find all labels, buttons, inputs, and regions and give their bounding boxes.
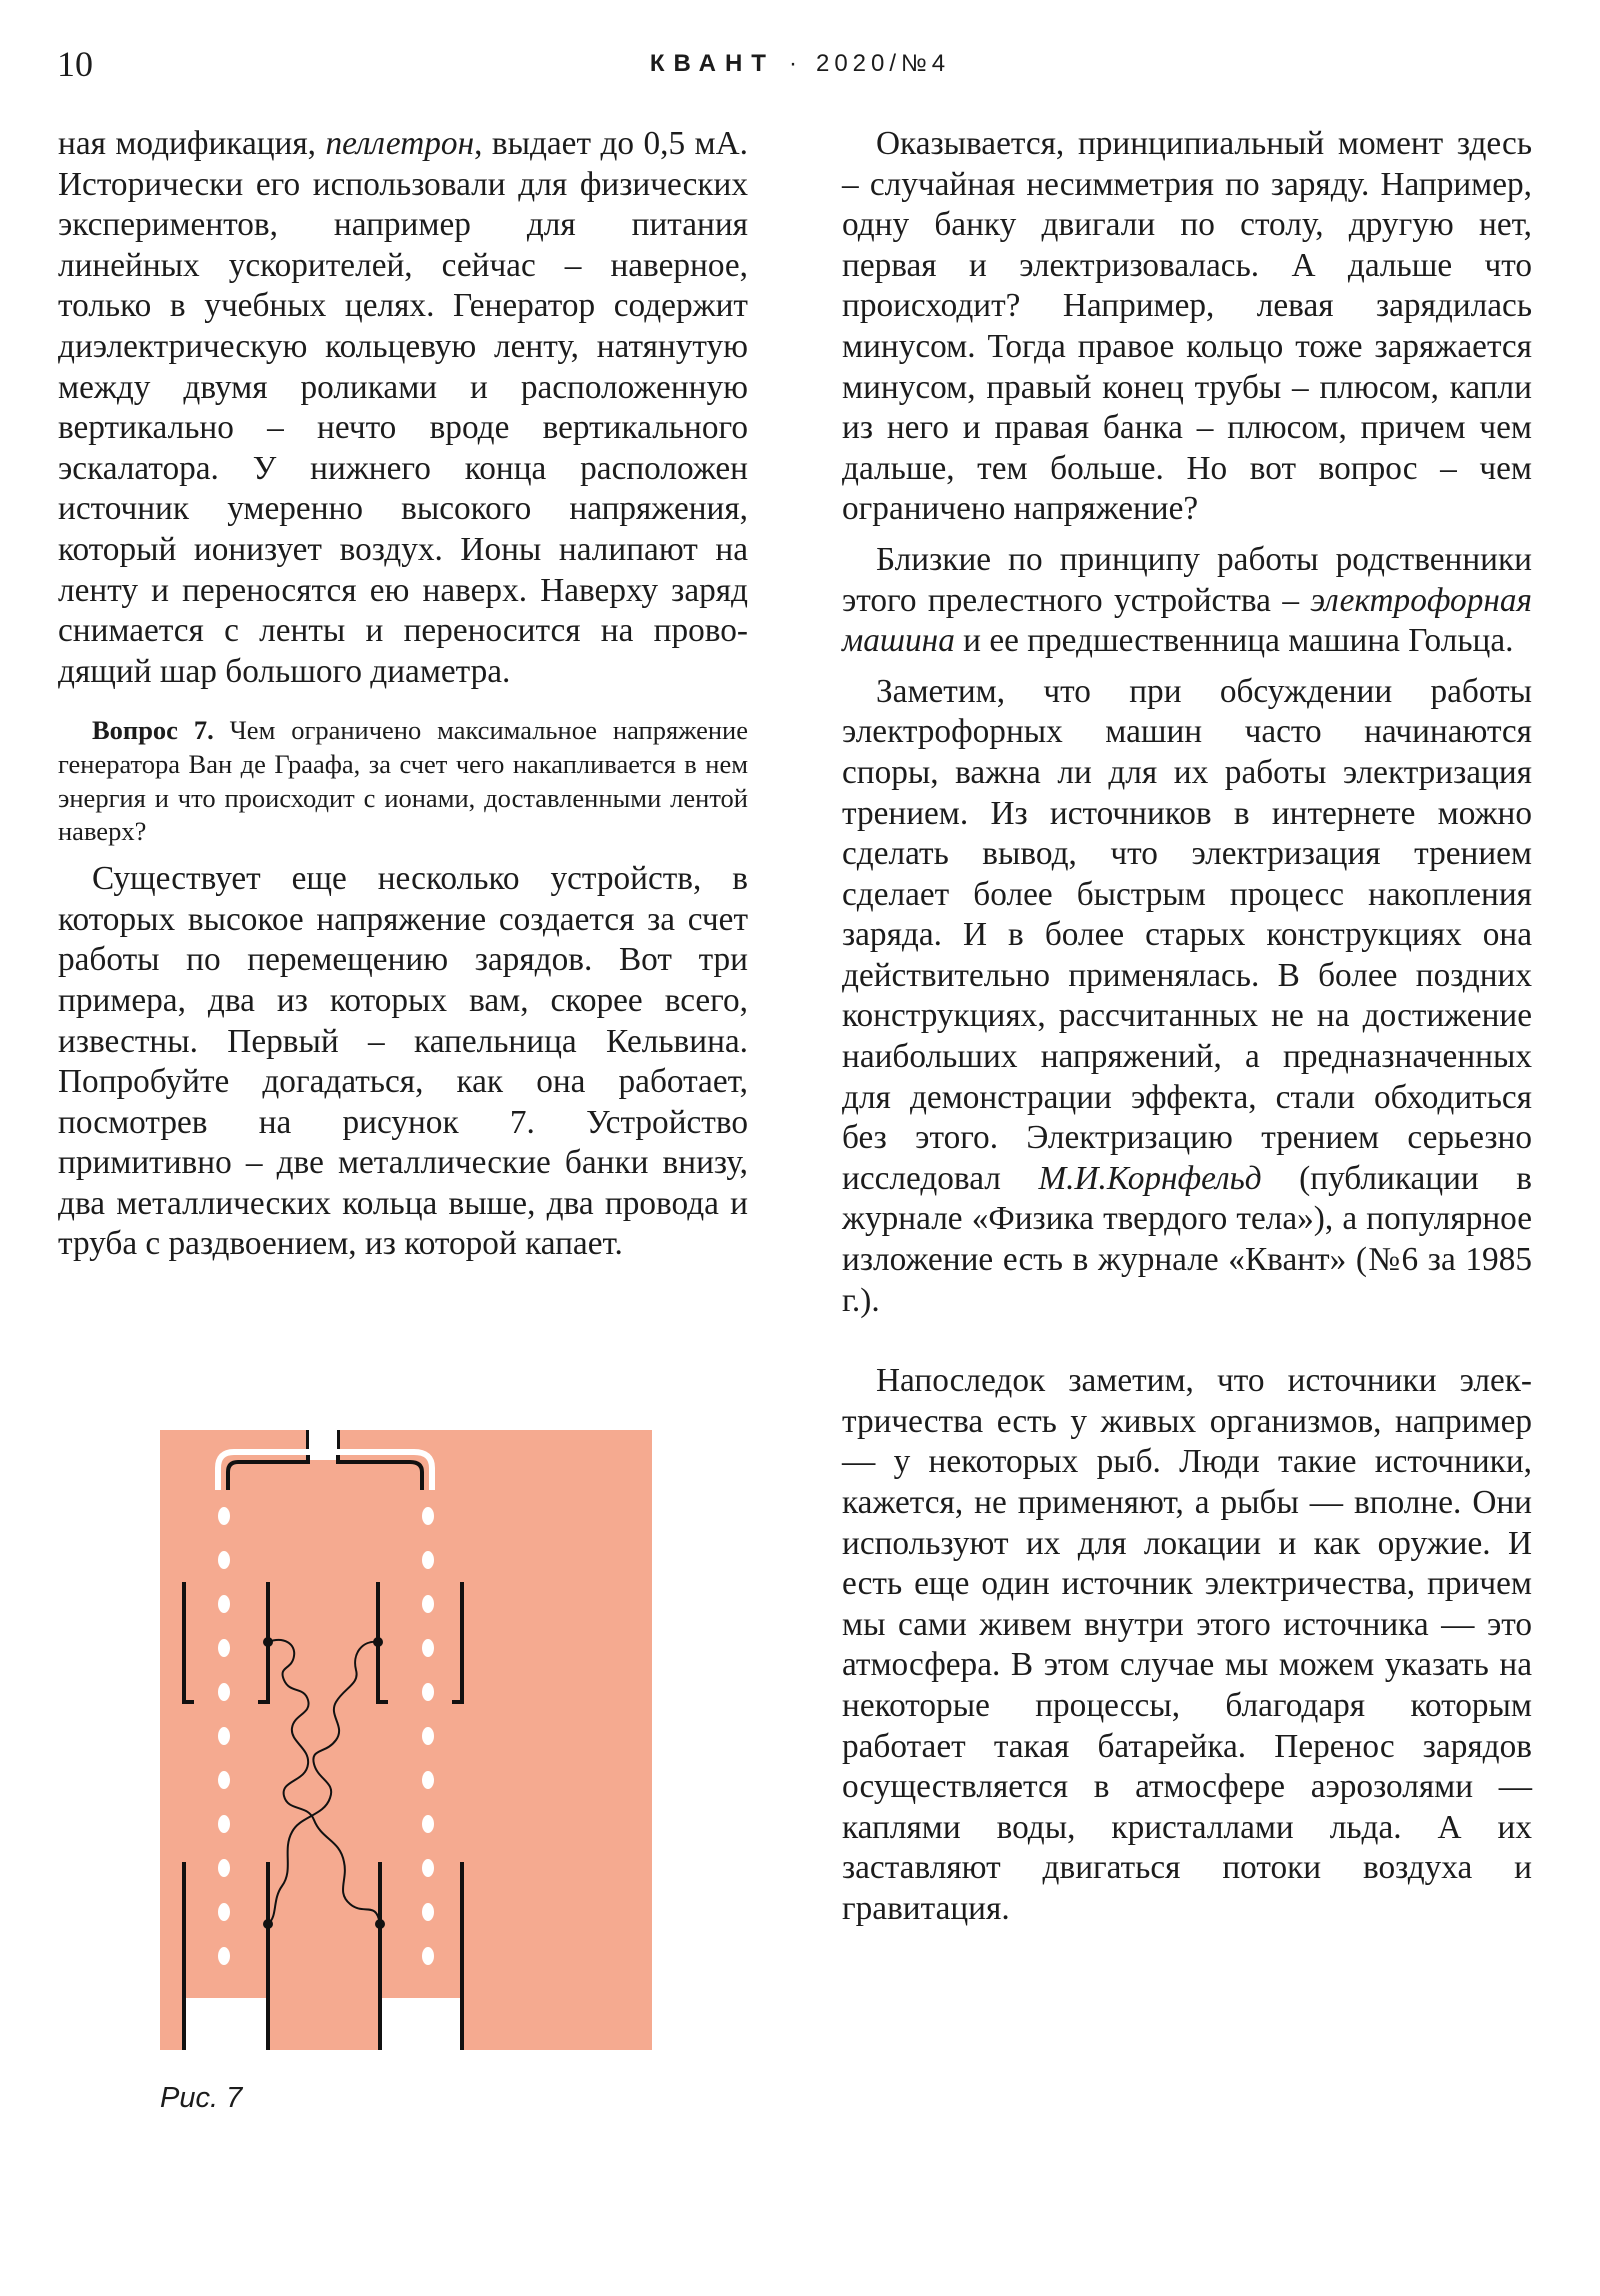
- header-separator: ·: [788, 50, 802, 77]
- jar-water-left: [186, 1998, 266, 2050]
- term-pelletron: пеллетрон: [325, 125, 475, 162]
- journal-title: КВАНТ: [649, 50, 775, 77]
- jar-water-right: [382, 1998, 460, 2050]
- right-p2-start: Близкие по принципу работы родственники этого прелестного устройства –: [842, 540, 1532, 619]
- running-head: [0, 52, 1600, 76]
- figure-caption: Рис. 7: [160, 2082, 243, 2114]
- issue-number: 2020/№4: [815, 50, 951, 77]
- right-column: [842, 124, 1532, 1930]
- right-p3-end: (публикации в журнале «Физика твердого тела»), а популярное изложение есть в журнале «Квант» (№6 за 1985 г.).: [842, 1159, 1532, 1319]
- left-p1-rest: , выдает до 0,5 мА. Исторически его использовали для физических экспериментов, например для питания линейных ускорителей, сейчас – наверное, только в учебных целях. Генератор содержит диэлектрическую кольцевую ленту, натянутую между двумя роликами и расположенную вертикально – нечто вроде вертикального эскалатора. У нижнего конца расположен источник умеренно высокого напряжения, который ионизует воздух. Ионы налипают на ленту и переносятся ею наверх. Наверху заряд снимается с ленты и переносится на проводящий шар большого диаметра.: [58, 125, 748, 690]
- left-column: [58, 124, 748, 1265]
- right-p3-start: Заметим, что при обсуждении работы электрофорных машин часто начинаются споры, важна ли для их работы электризация трением. Из источников в интернете можно сделать вывод, что электризация трением сделает более быстрым процесс накопления заряда. И в более старых конструкциях она действительно применялась. В более поздних конструкциях, рассчитанных не на достижение наибольших напряжений, а предназначенных для демонстрации эффекта, стали обходиться без этого. Электризацию трением серьезно исследовал: [842, 672, 1532, 1197]
- figure-background: [160, 1430, 652, 2050]
- author-kornfeld: М.И.Корнфельд: [1038, 1159, 1262, 1197]
- left-p1-start: ная модификация,: [58, 125, 326, 162]
- term-electrophore: электрофорная машина: [842, 581, 1532, 660]
- question-text: Чем ограничено максимальное напряжение генератора Ван де Граафа, за счет чего накапливается в нем энергия и что происходит с ионами, доставленными лентой наверх?: [58, 715, 748, 847]
- page-number: 10: [57, 44, 93, 84]
- question-7: [58, 714, 748, 849]
- right-paragraph-2: [842, 540, 1532, 662]
- question-label: Вопрос 7.: [92, 715, 214, 746]
- pipe-stem: [310, 1430, 336, 1460]
- right-paragraph-1: Оказывается, принципиальный момент здесь – случайная несимметрия по заряду. Например, одну банку двигали по столу, другую нет, первая и электризовалась. А дальше что происходит? Например, левая зарядилась минусом. Тогда правое кольцо тоже заряжается минусом, правый конец трубы – плюсом, капли из него и правая банка – плюсом, причем чем дальше, тем больше. Но вот вопрос – чем ограничено напряжение?: [842, 125, 1532, 528]
- left-paragraph-1: [58, 124, 748, 692]
- right-paragraph-3: [842, 672, 1532, 1322]
- figure-7: [160, 1430, 652, 2050]
- right-paragraph-4: Напоследок заметим, что источники электричества есть у живых организмов, например — у некоторых рыб. Люди такие источники, кажется, не применяют, а рыбы — вполне. Они используют их для локации и как оружие. И есть еще один источник электричества, причем мы сами живем внутри этого источника — это атмосфера. В этом случае мы можем указать на некоторые процессы, благодаря которым работает такая батарейка. Перенос зарядов осуществляется в атмосфере аэрозолями — каплями воды, кристаллами льда. А их заставляют двигаться потоки воздуха и гравитация.: [842, 1362, 1532, 1927]
- left-paragraph-2: Существует еще несколько устройств, в которых высокое напряжение создается за счет работы по перемещению зарядов. Вот три примера, два из которых вам, скорее всего, известны. Первый – капельница Кельвина. Попробуйте догадаться, как она работает, посмотрев на рисунок 7. Устройство примитивно – две металлические банки внизу, два металлических кольца выше, два провода и труба с раздвоением, из которой капает.: [58, 860, 748, 1263]
- right-p2-end: и ее предшественница машина Гольца.: [954, 622, 1514, 660]
